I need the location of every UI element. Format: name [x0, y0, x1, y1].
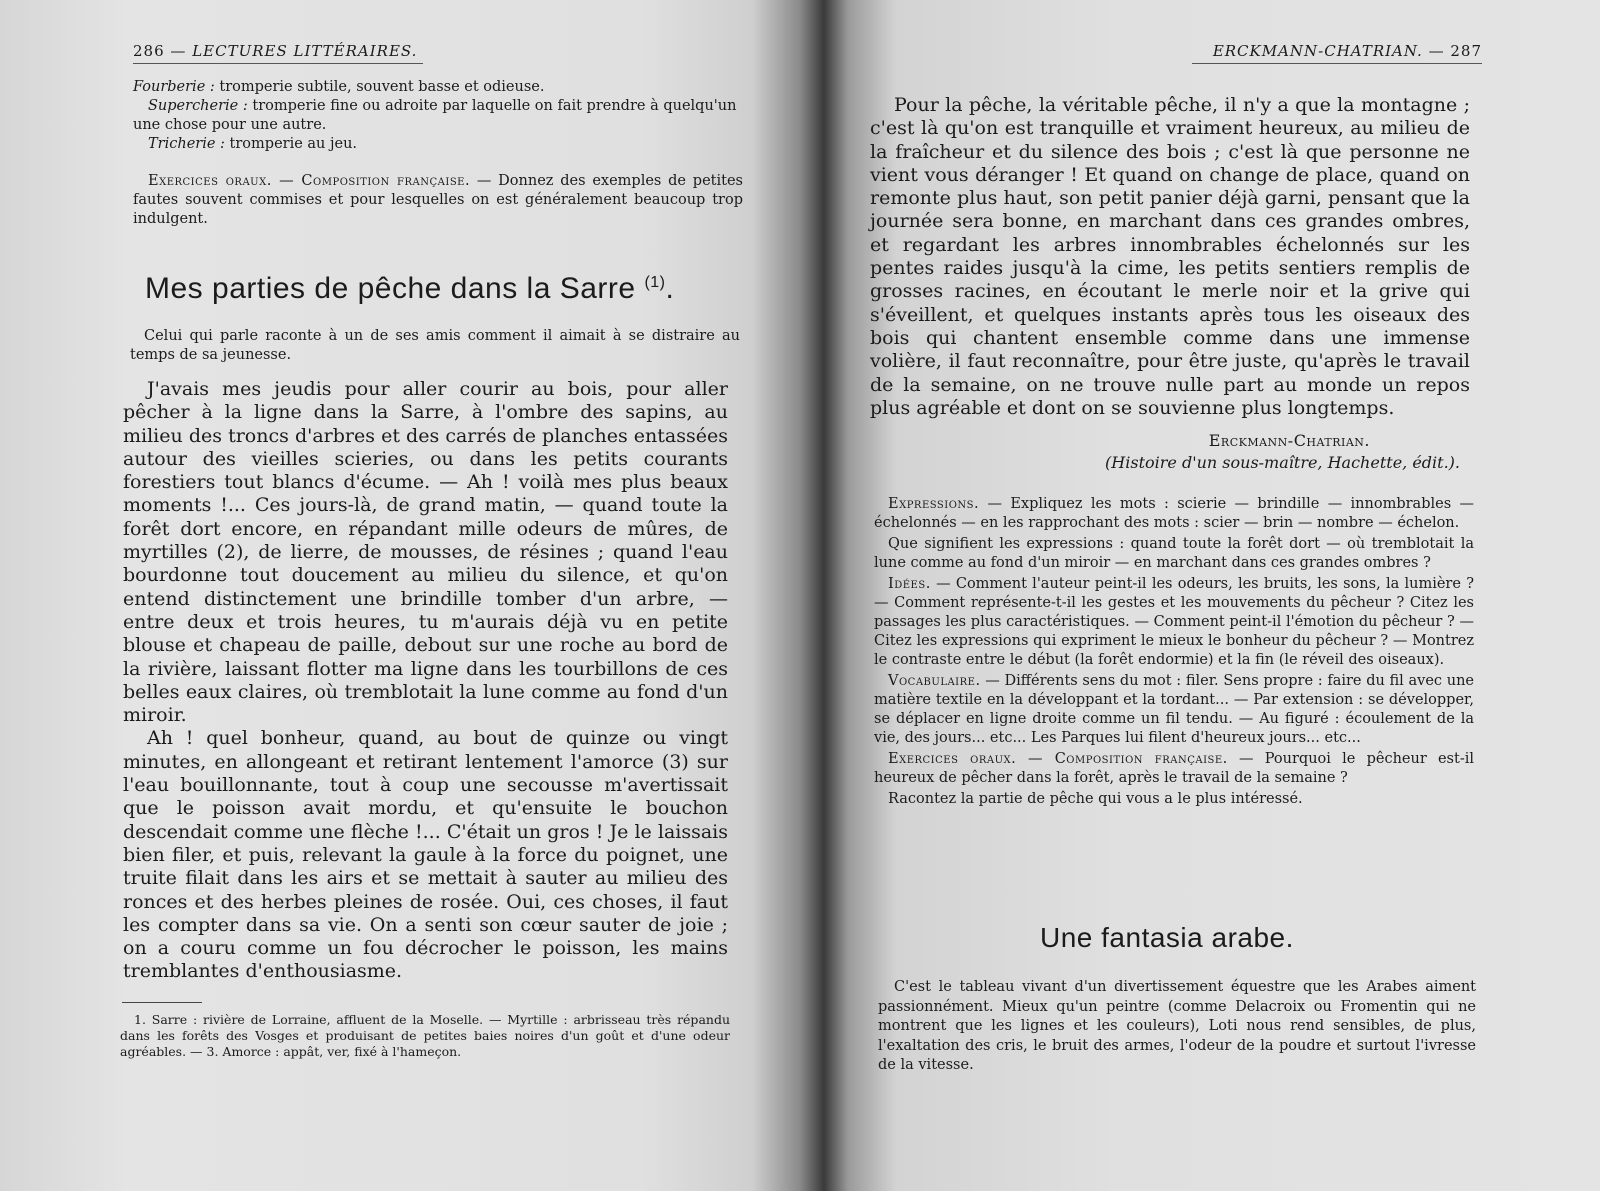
question-text: Racontez la partie de pêche qui vous a le plus intéressé. — [888, 791, 1303, 807]
left-running-head: 286 — LECTURES LITTÉRAIRES. — [133, 42, 423, 64]
question-label: Expressions. — [888, 496, 980, 512]
question-text: Que signifient les expressions : quand toute la forêt dort — où tremblotait la lune comme au fond d'un miroir — en marchant dans ces grandes ombres ? — [874, 536, 1474, 571]
title-note-ref: (1) — [644, 274, 666, 291]
chapter-intro-right: C'est le tableau vivant d'un divertissement équestre que les Arabes aiment passionnément. Mieux qu'un peintre (comme Delacroix ou Fromentin qui ne montrent que les lignes et les couleurs), Loti nous rend sensibles, de plus, l'exaltation des cris, le bruit des armes, l'odeur de la poudre et surtout l'ivresse de la vitesse. — [878, 979, 1476, 1073]
question-label: Vocabulaire. — [888, 673, 981, 689]
chapter-title-left — [145, 272, 674, 306]
exercise-label: Exercices oraux. — Composition française. — [148, 173, 471, 189]
attribution — [1060, 430, 1460, 474]
definitions — [133, 78, 743, 154]
question-text: — Comment l'auteur peint-il les odeurs, les bruits, les sons, la lumière ? — Comment représente-t-il les gestes et les mouvements du pêcheur ? Citez les passages les plus caractéristiques. — Comment peint-il l'émotion du pêcheur ? — Citez les expressions qui expriment le mieux le bonheur du pêcheur ? — Montrez le contraste entre le début (la forêt endormie) et la fin (le réveil des oiseaux). — [874, 576, 1474, 668]
author-name: Erckmann-Chatrian. — [1208, 431, 1370, 450]
right-running-head — [1192, 42, 1482, 64]
definition-text: tromperie subtile, souvent basse et odieuse. — [219, 79, 545, 95]
chapter-title-right: Une fantasia arabe. — [1040, 922, 1294, 953]
running-title-left: LECTURES LITTÉRAIRES. — [192, 42, 418, 60]
question-block — [874, 575, 1474, 670]
right-page — [820, 0, 1600, 1191]
source-reference: (Histoire d'un sous-maître, Hachette, édit.). — [1105, 453, 1460, 472]
footnotes: 1. Sarre : rivière de Lorraine, affluent de la Moselle. — Myrtille : arbrisseau très répandu dans les forêts des Vosges et produisant de petites baies noires d'un goût et d'une odeur agréables. — 3. Amorce : appât, ver, fixé à l'hameçon. — [120, 1012, 730, 1059]
question-text: — Différents sens du mot : filer. Sens propre : faire du fil avec une matière textile en la développant et la tordant... — Par extension : se développer, se déplacer en ligne droite comme un fil tendu. — Au figuré : écoulement de la vie, des jours... etc... Les Parques lui filent d'heureux jours... etc... — [874, 673, 1474, 746]
question-text: — Expliquez les mots : scierie — brindille — innombrables — échelonnés — en les rapprochant des mots : scier — brin — nombre — échelon. — [874, 496, 1474, 531]
definition-term: Tricherie : — [148, 136, 225, 152]
exercise-text: — Donnez des exemples de petites fautes souvent commises et pour lesquelles on est généralement beaucoup trop indulgent. — [133, 173, 743, 227]
definition-text: tromperie fine ou adroite par laquelle on fait prendre à quelqu'un une chose pour une autre. — [133, 98, 737, 133]
question-block — [874, 750, 1474, 788]
question-label: Idées. — [888, 576, 931, 592]
paragraph: Pour la pêche, la véritable pêche, il n'y a que la montagne ; c'est là qu'on est tranquille et vraiment heureux, au milieu de la fraîcheur et du silence des bois ; c'est là que personne ne vient vous déranger ! Et quand on change de place, quand on remonte plus haut, son petit panier déjà garni, pensant que la journée sera bonne, en marchant dans ces grandes ombres, et regardant les arbres innombrables échelonnés sur les pentes raides jusqu'à la cime, les petits sentiers remplis de grosses racines, en écoutant le merle noir et la grive qui s'éveillent, et quelques instants après tous les oiseaux des bois qui chantent ensemble comme dans une immense volière, il faut reconnaître, pour être juste, qu'après le travail de la semaine, on ne trouve nulle part au monde un repos plus agréable et dont on se souvienne plus longtemps. — [870, 94, 1470, 419]
definition-item — [133, 78, 743, 97]
title-end: . — [665, 272, 675, 305]
chapter-intro-left: Celui qui parle raconte à un de ses amis comment il aimait à se distraire au temps de sa jeunesse. — [130, 328, 740, 363]
definition-term: Supercherie : — [148, 98, 248, 114]
paragraph: J'avais mes jeudis pour aller courir au bois, pour aller pêcher à la ligne dans la Sarre, à l'ombre des sapins, au milieu des troncs d'arbres et des carrés de planches entassées autour des vieilles scieries, ou dans les petits courants forestiers tout blancs d'écume. — Ah ! voilà mes plus beaux moments !... Ces jours-là, de grand matin, — quand toute la forêt dort encore, en répandant mille odeurs de mûres, de myrtilles (2), de lierre, de mousses, de résines ; quand l'eau bourdonne tout doucement au milieu du silence, et qu'on entend distinctement une brindille tomber d'un arbre, — entre deux et trois heures, tu m'aurais déjà vu en petite blouse et chapeau de paille, debout sur une roche au bord de la rivière, laissant flotter ma ligne dans les tourbillons de ces belles eaux claires, où tremblotait la lune comme au fond d'un miroir. — [123, 378, 728, 727]
main-text-left — [123, 378, 728, 984]
paragraph: Ah ! quel bonheur, quand, au bout de quinze ou vingt minutes, en allongeant et retirant lentement l'amorce (3) sur l'eau bouillonnante, tout à coup une secousse m'avertissait que le poisson avait mordu, et qu'ensuite le bouchon descendait comme une flèche !... C'était un gros ! Je le laissais bien filer, et puis, relevant la gaule à la force du poignet, une truite filait dans les airs et se mettait à sauter au milieu des ronces et des herbes pleines de rosée. Oui, ces choses, il faut les compter dans sa vie. On a senti son cœur sauter de joie ; on a couru comme un fou décrocher le poisson, les mains tremblantes d'enthousiasme. — [123, 727, 728, 983]
definition-term: Fourberie : — [133, 79, 215, 95]
question-block — [874, 672, 1474, 748]
page-number-left: 286 — [133, 42, 165, 60]
question-block — [874, 790, 1474, 809]
chapter-title-text: Mes parties de pêche dans la Sarre — [145, 272, 636, 305]
exercise-questions — [874, 495, 1474, 811]
running-title-right: ERCKMANN-CHATRIAN. — [1212, 42, 1423, 60]
page-number-right: — 287 — [1428, 42, 1482, 60]
definition-text: tromperie au jeu. — [229, 136, 358, 152]
question-block — [874, 495, 1474, 533]
footnote-divider — [122, 1002, 202, 1003]
main-text-right — [870, 94, 1470, 420]
definition-item — [133, 135, 743, 154]
exercices-oraux-left — [133, 172, 743, 229]
question-block — [874, 535, 1474, 573]
question-label: Exercices oraux. — Composition française. — [888, 751, 1228, 767]
definition-item — [133, 97, 743, 135]
question-text: — Pourquoi le pêcheur est-il heureux de pêcher dans la forêt, après le travail de la semaine ? — [874, 751, 1475, 786]
